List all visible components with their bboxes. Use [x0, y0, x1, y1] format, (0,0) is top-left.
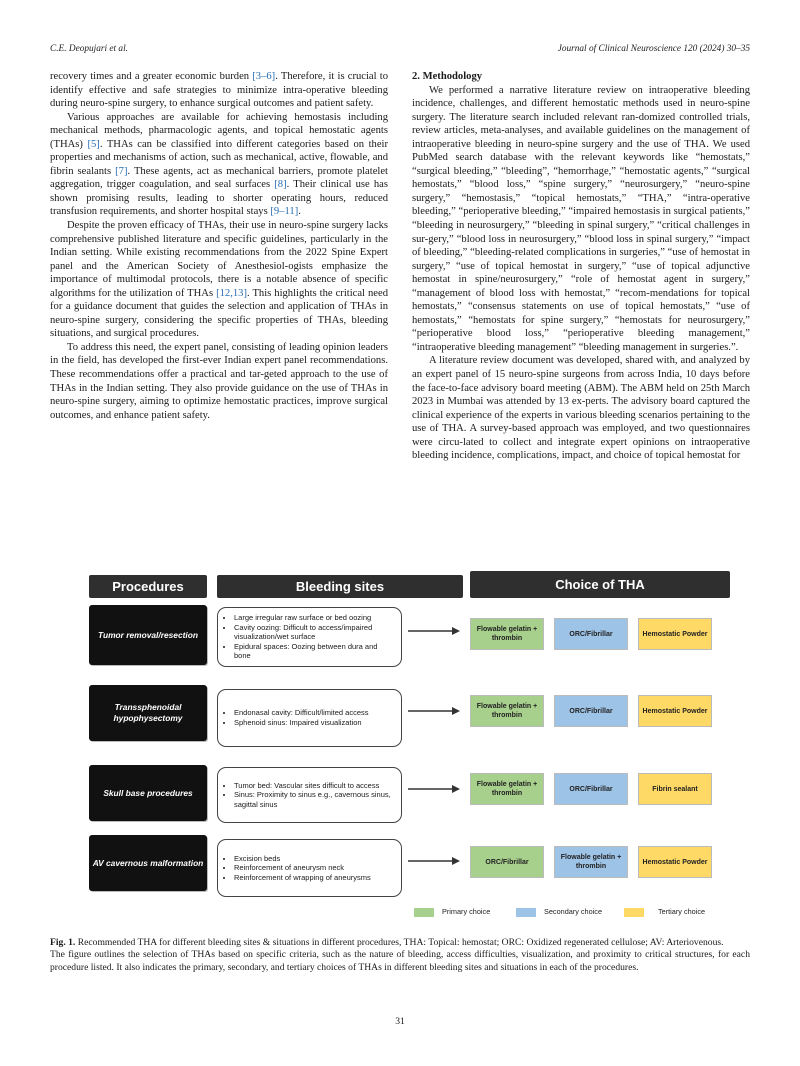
citation-link[interactable]: [9–11] — [270, 206, 299, 218]
arrow-right-icon — [408, 706, 460, 716]
citation-link[interactable]: [3–6] — [252, 71, 276, 82]
primary-choice-box: Flowable gelatin + thrombin — [470, 773, 544, 805]
citation-link[interactable]: [5] — [87, 138, 100, 150]
paragraph: A literature review document was developed, shared with, and analyzed by an expert panel of 15 neuro-spine surgeons from across India, 10 days before the face-to-face advisory board meeting (ABM). The ABM held on 25th March 2023 in Mumbai was attended by 13 ex-perts. The advisory board captured the clinical experience of the experts in various bleeding scenarios pertaining to the use of THA. A survey-based approach was employed, and two questionnaires were circu-lated to collect and integrate expert opinions on intraoperative bleeding incidence, complications, impact, and choice of topical hemostat for — [412, 355, 750, 462]
caption-label: Fig. 1. — [50, 937, 76, 948]
text: . These agents, act as mechanical barriers, promote platelet aggregation, trigger coagulation, and seal surfaces — [50, 165, 388, 191]
tertiary-choice-box: Fibrin sealant — [638, 773, 712, 805]
bleeding-sites-box — [217, 839, 402, 897]
procedures-header: Procedures — [89, 575, 207, 598]
bleeding-site-item: • Reinforcement of wrapping of aneurysms — [234, 873, 371, 883]
bleeding-site-item: • Epidural spaces: Oozing between dura and bone — [234, 642, 395, 661]
bleeding-sites-box — [217, 689, 402, 747]
choice-of-tha-header: Choice of THA — [470, 571, 730, 598]
citation-link[interactable]: [12,13] — [216, 287, 247, 299]
right-column — [412, 70, 750, 463]
text: . — [298, 206, 301, 218]
secondary-choice-box: ORC/Fibrillar — [554, 773, 628, 805]
figure-1 — [86, 571, 736, 927]
legend-tertiary-label: Tertiary choice — [658, 907, 706, 916]
tertiary-choice-box: Hemostatic Powder — [638, 846, 712, 878]
paragraph: To address this need, the expert panel, consisting of leading opinion leaders in the field, has developed the first-ever Indian expert panel recommendations. These recommendations offer a practical and tar-geted approach to the use of THAs in the Indian setting. They also provide guidance on the use of THAs in neuro-spine surgery, aiming to optimize hemostatic practices, improve surgical outcomes, and enhance patient safety. — [50, 341, 388, 421]
text: recovery times and a greater economic burden — [50, 71, 253, 82]
legend-secondary-label: Secondary choice — [544, 907, 603, 916]
bleeding-site-item: • Reinforcement of aneurysm neck — [234, 863, 371, 873]
caption-note: The figure outlines the selection of THAs based on specific criteria, such as the nature of bleeding, access difficulties, visualization, and proximity to critical structures, for each procedure listed. It also indicates the primary, secondary, and tertiary choices of THAs in different bleeding sites and situations in each of the procedures. — [50, 949, 750, 973]
bleeding-site-item: • Tumor bed: Vascular sites difficult to access — [234, 781, 395, 791]
page-number: 31 — [395, 1016, 405, 1027]
text: . Their clinical use has shown promising results, leading to shorter operating hours, reduced transfusion requirements, and shorter hospital stays — [50, 179, 388, 218]
procedure-box: Tumor removal/resection — [89, 605, 207, 665]
left-column — [50, 70, 388, 422]
paragraph: We performed a narrative literature review on intraoperative bleeding incidence, challenges, and different hemostatic methods used in neuro-spine surgery. The literature search included relevant ran-domized controlled trials, review articles, meta-analyses, and available guidelines on the management of intraoperative bleeding in neuro-spine surgery and the use of THA. We used PubMed search database with the relevant keywords like “hemostats,” “surgical bleeding,” “bleeding”, “hemorrhage,” “hemostatic agents,” “surgical hemostats,” “blood loss,” “spine surgery,” “neurosurgery,” “neuro-spine surgery,” “hemostasis,” “topical hemostats,” “THA,” “intra-operative bleeding,” “perioperative bleeding,” “impaired hemostasis in surgical patients,” “bleeding in neurosurgery,” “bleeding in spinal surgery,” “critical challenges in sur-gery,” “blood loss in neurosurgery,” “blood loss in spinal surgery,” “impact of bleeding,” “bleeding-related complications in surgeries,” “use of hemostat in surgery,” “use of topical hemostat in surgery,” “use of topical adjunctive hemostat in spine/neurosurgery,” “role of hemostat agent in surgery,” “management of blood loss with hemostat,” “recom-mendations for topical hemostats,” “consensus statements on use of topical hemostats,” “use of hemostats,” “hemostats for spine surgery,” “hemostats for neurosurgery,” “perioperative blood loss,” “perioperative bleeding management,” “intraoperative bleeding management” “bleeding management in surgeries.”. — [412, 84, 750, 353]
bleeding-site-item: • Excision beds — [234, 854, 371, 864]
bleeding-sites-box — [217, 607, 402, 667]
primary-choice-box: ORC/Fibrillar — [470, 846, 544, 878]
paragraph — [50, 70, 388, 111]
caption-main — [50, 937, 750, 949]
tertiary-choice-box: Hemostatic Powder — [638, 695, 712, 727]
legend-secondary-swatch — [516, 908, 536, 917]
bleeding-site-item: • Sinus: Proximity to sinus e.g., cavernous sinus, sagittal sinus — [234, 790, 395, 809]
bleeding-sites-header: Bleeding sites — [217, 575, 463, 598]
legend-primary-label: Primary choice — [442, 907, 491, 916]
tertiary-choice-box: Hemostatic Powder — [638, 618, 712, 650]
procedure-box: Skull base procedures — [89, 765, 207, 821]
text: . Therefore, it is crucial to identify effective and safe strategies to minimize intra-operative bleeding during neuro-spine surgery, to enhance surgical outcomes and patient safety. — [50, 71, 388, 110]
legend-primary-swatch — [414, 908, 434, 917]
arrow-right-icon — [408, 626, 460, 636]
legend-tertiary-swatch — [624, 908, 644, 917]
arrow-right-icon — [408, 856, 460, 866]
text: . This highlights the critical need for a guidance document that guides the selection and application of THAs in neuro-spine surgery, considering the specific properties of THAs, bleeding situations, and surgical procedures. — [50, 287, 388, 340]
bleeding-site-item: • Endonasal cavity: Difficult/limited access — [234, 708, 369, 718]
citation-link[interactable]: [8] — [274, 179, 287, 191]
running-header-journal: Journal of Clinical Neuroscience 120 (2024) 30–35 — [557, 44, 750, 54]
caption-text: Recommended THA for different bleeding sites & situations in different procedures, THA: Topical: hemostat; ORC: Oxidized regenerated cellulose; AV: Arteriovenous. — [77, 937, 724, 948]
text: Various approaches are available for achieving hemostasis including mechanical methods, pharmacologic agents, and topical hemostatic agents (THAs) — [50, 111, 388, 150]
text: Despite the proven efficacy of THAs, their use in neuro-spine surgery lacks comprehensive published literature and specific guidelines, particularly in the Indian setting. While existing recommendations from the 2022 Spine Expert panel and the American Society of Anesthesiol-ogists emphasize the importance of multimodal protocols, there is a notable absence of specific algorithms for the utilization of THAs — [50, 220, 388, 299]
bleeding-site-item: • Sphenoid sinus: Impaired visualization — [234, 718, 369, 728]
primary-choice-box: Flowable gelatin + thrombin — [470, 618, 544, 650]
paragraph — [50, 111, 388, 219]
procedure-box: AV cavernous malformation — [89, 835, 207, 891]
secondary-choice-box: Flowable gelatin + thrombin — [554, 846, 628, 878]
citation-link[interactable]: [7] — [115, 165, 128, 177]
text: . THAs can be classified into different categories based on their properties and mechanisms of action, such as mechanical, active, flowable, and fibrin sealants — [50, 138, 388, 177]
figure-caption — [50, 937, 750, 974]
paragraph — [50, 219, 388, 341]
secondary-choice-box: ORC/Fibrillar — [554, 695, 628, 727]
arrow-right-icon — [408, 784, 460, 794]
running-header-authors: C.E. Deopujari et al. — [50, 44, 128, 54]
primary-choice-box: Flowable gelatin + thrombin — [470, 695, 544, 727]
bleeding-site-item: • Large irregular raw surface or bed oozing — [234, 613, 395, 623]
bleeding-sites-box — [217, 767, 402, 823]
secondary-choice-box: ORC/Fibrillar — [554, 618, 628, 650]
bleeding-site-item: • Cavity oozing: Difficult to access/impaired visualization/wet surface — [234, 623, 395, 642]
section-heading: 2. Methodology — [412, 71, 483, 82]
procedure-box: Transsphenoidal hypophysectomy — [89, 685, 207, 741]
